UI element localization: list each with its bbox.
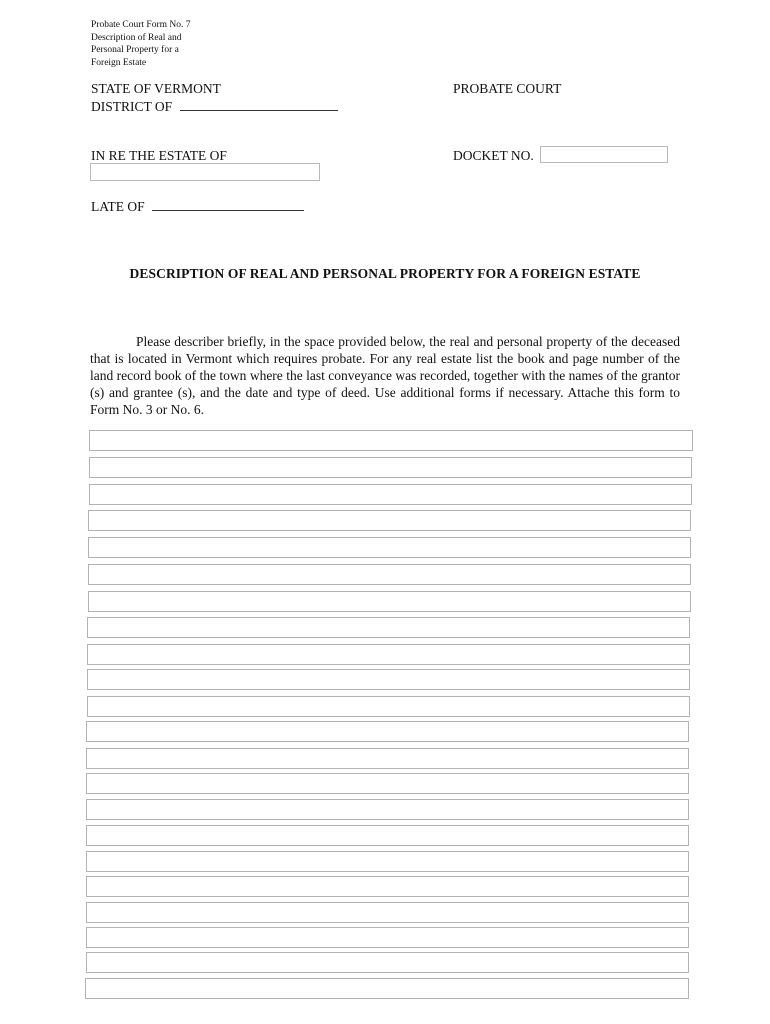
description-line-field[interactable] — [86, 799, 689, 820]
description-line-field[interactable] — [86, 825, 689, 846]
description-line-field[interactable] — [88, 537, 691, 558]
district-label: DISTRICT OF — [91, 99, 173, 114]
state-label: STATE OF VERMONT — [91, 81, 221, 96]
instructions-paragraph: Please describer briefly, in the space provided below, the real and personal property of the deceased that is located in Vermont which requires probate. For any real estate list the book and page number of the land record book of the town where the last conveyance was recorded, together with the names of the grantor (s) and grantee (s), and the date and type of deed. Use additional forms if necessary. Attache this form to Form No. 3 or No. 6. — [90, 334, 680, 417]
docket-number-field[interactable] — [540, 146, 668, 163]
description-line-field[interactable] — [86, 876, 689, 897]
docket-label: DOCKET NO. — [453, 148, 534, 163]
estate-name-field[interactable] — [90, 163, 320, 181]
form-identifier — [91, 19, 291, 69]
district-row — [91, 98, 338, 115]
district-blank[interactable] — [180, 98, 338, 111]
description-line-field[interactable] — [86, 773, 689, 794]
description-line-field[interactable] — [86, 952, 689, 973]
late-of-blank[interactable] — [152, 198, 304, 211]
description-line-field[interactable] — [89, 484, 692, 505]
description-line-field[interactable] — [86, 721, 689, 742]
description-line-field[interactable] — [88, 510, 691, 531]
description-line-field[interactable] — [85, 978, 689, 999]
description-line-field[interactable] — [89, 457, 692, 478]
court-label: PROBATE COURT — [453, 81, 562, 96]
form-id-line: Personal Property for a — [91, 45, 179, 55]
form-id-line: Probate Court Form No. 7 — [91, 20, 191, 30]
description-line-field[interactable] — [87, 617, 690, 638]
description-line-field[interactable] — [86, 902, 689, 923]
description-line-field[interactable] — [88, 564, 691, 585]
description-line-field[interactable] — [88, 591, 691, 612]
in-re-label: IN RE THE ESTATE OF — [91, 148, 227, 163]
description-line-field[interactable] — [86, 748, 689, 769]
description-line-field[interactable] — [87, 644, 690, 665]
description-line-field[interactable] — [86, 851, 689, 872]
description-line-field[interactable] — [86, 927, 689, 948]
description-line-field[interactable] — [87, 669, 690, 690]
late-of-label: LATE OF — [91, 199, 145, 214]
late-of-row — [91, 198, 304, 215]
description-line-field[interactable] — [89, 430, 693, 451]
description-line-field[interactable] — [87, 696, 690, 717]
form-id-line: Description of Real and — [91, 32, 182, 43]
form-title: DESCRIPTION OF REAL AND PERSONAL PROPERTY FOR A FOREIGN ESTATE — [129, 266, 641, 281]
form-id-line: Foreign Estate — [91, 57, 147, 68]
